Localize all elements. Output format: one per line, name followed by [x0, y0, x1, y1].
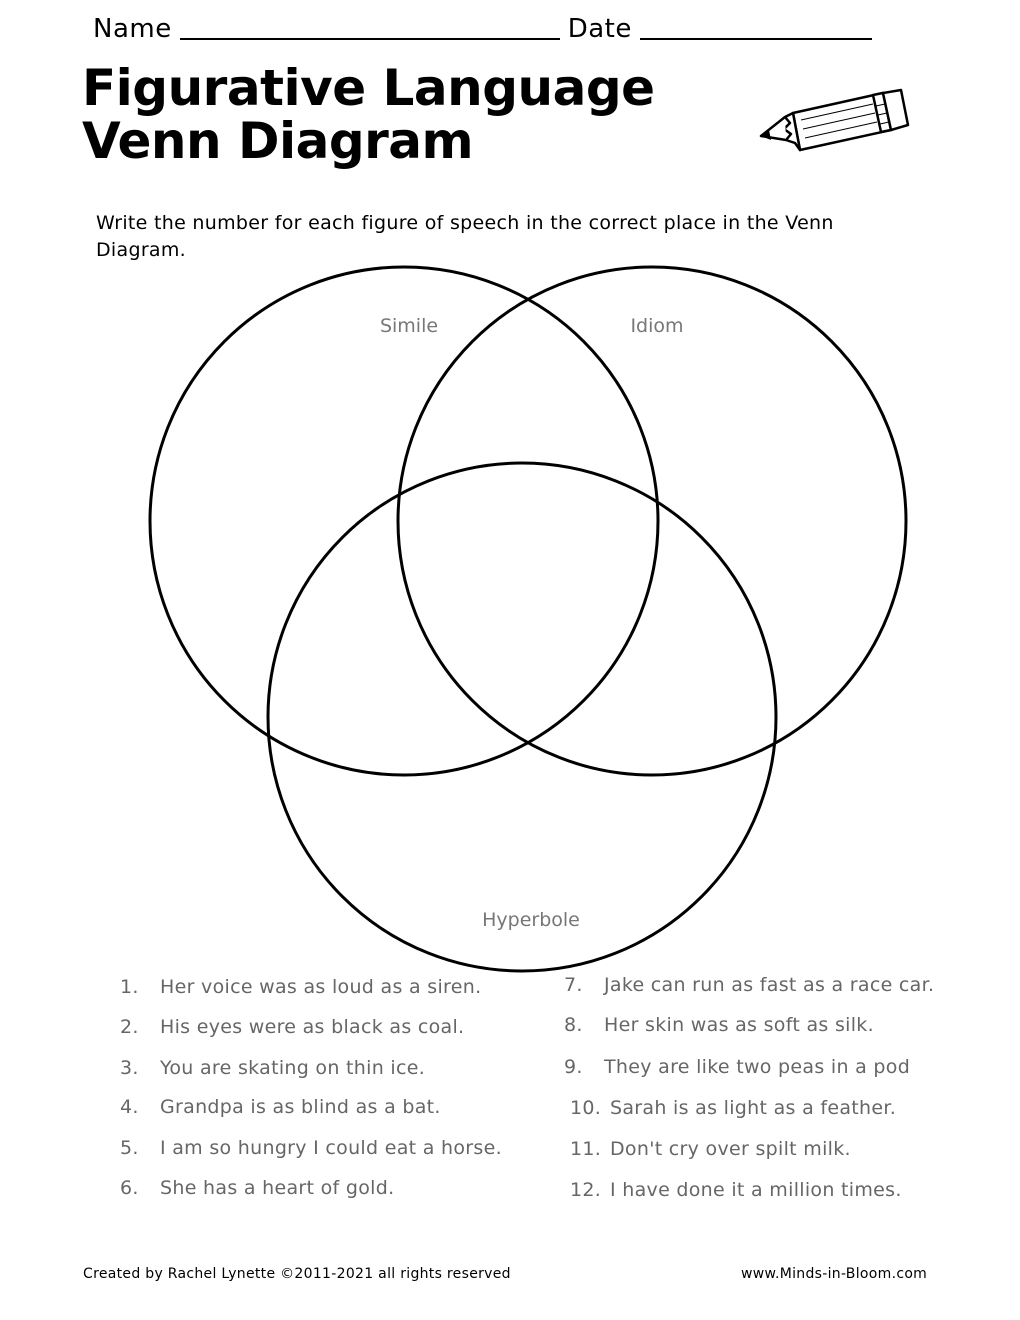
- simile-circle[interactable]: [150, 267, 658, 775]
- date-label: Date: [567, 14, 632, 44]
- copyright-credit: Created by Rachel Lynette ©2011-2021 all rights reserved: [83, 1266, 511, 1282]
- hyperbole-label: Hyperbole: [482, 909, 580, 931]
- list-item: 2. His eyes were as black as coal.: [120, 1016, 465, 1038]
- name-label: Name: [93, 14, 172, 44]
- list-item: 11. Don't cry over spilt milk.: [570, 1138, 851, 1160]
- idiom-label: Idiom: [630, 315, 684, 337]
- list-item: 9. They are like two peas in a pod: [564, 1056, 911, 1078]
- list-item: 6. She has a heart of gold.: [120, 1177, 395, 1199]
- list-item: 12. I have done it a million times.: [570, 1179, 902, 1201]
- list-item: 4. Grandpa is as blind as a bat.: [120, 1096, 441, 1118]
- simile-label: Simile: [379, 315, 439, 337]
- title-line-2: Venn Diagram: [82, 112, 474, 170]
- list-item: 8. Her skin was as soft as silk.: [564, 1014, 874, 1036]
- list-item: 1. Her voice was as loud as a siren.: [120, 976, 482, 998]
- hyperbole-circle[interactable]: [268, 463, 776, 971]
- idiom-circle[interactable]: [398, 267, 906, 775]
- instructions-text: Write the number for each figure of speech in the correct place in the Venn Diagram.: [96, 212, 834, 261]
- list-item: 3. You are skating on thin ice.: [120, 1057, 426, 1079]
- list-item: 7. Jake can run as fast as a race car.: [564, 974, 935, 996]
- title-line-1: Figurative Language: [82, 59, 655, 117]
- website-link[interactable]: www.Minds-in-Bloom.com: [741, 1266, 928, 1282]
- list-item: 5. I am so hungry I could eat a horse.: [120, 1137, 502, 1159]
- list-item: 10. Sarah is as light as a feather.: [570, 1097, 897, 1119]
